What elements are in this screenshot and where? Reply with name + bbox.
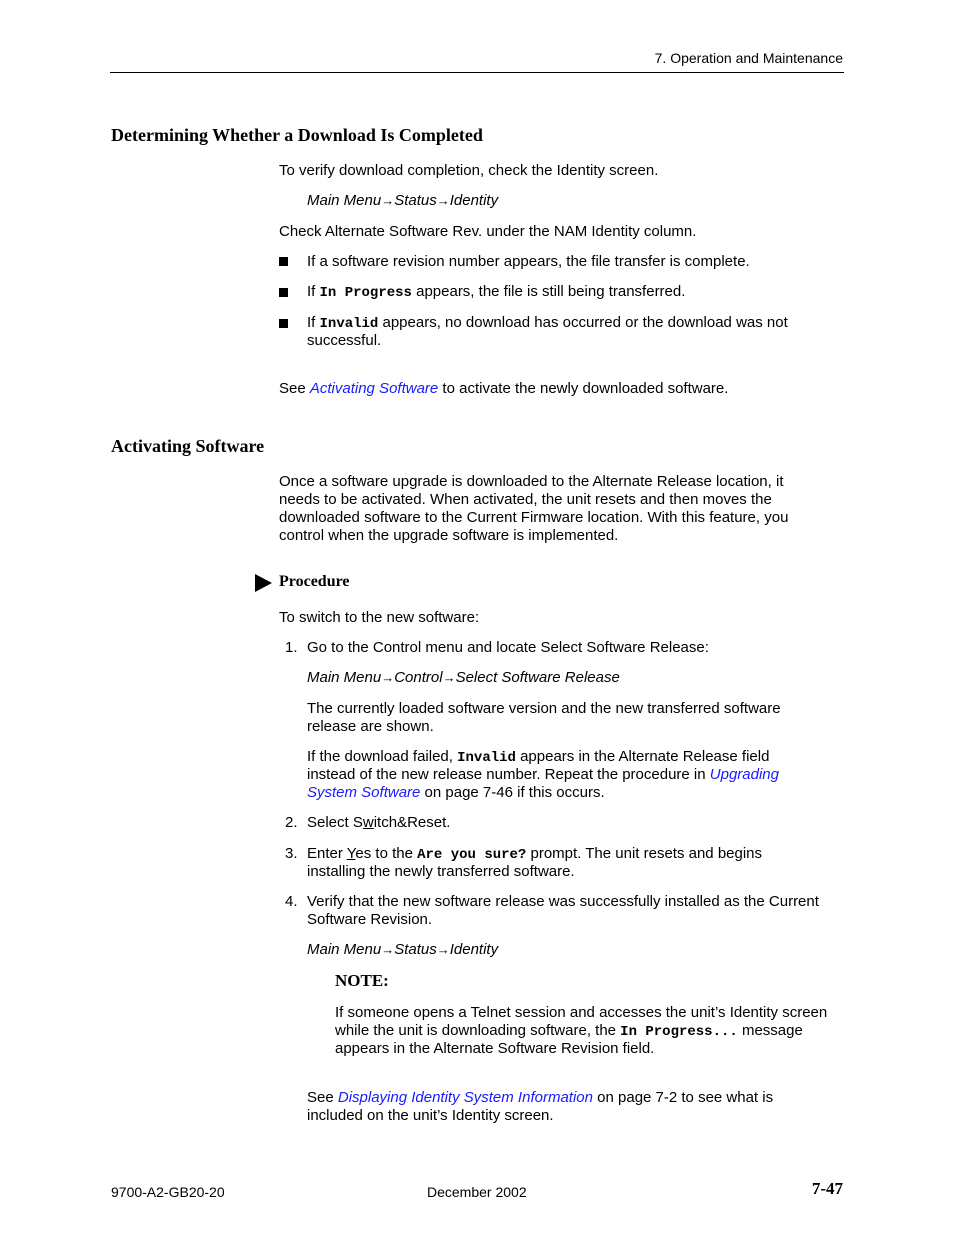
- step-detail: The currently loaded software version and the new transferred software: [307, 700, 781, 717]
- step-text: Go to the Control menu and locate Select Software Release:: [307, 639, 709, 656]
- step-number: 4.: [285, 893, 298, 910]
- footer-doc-id: 9700-A2-GB20-20: [111, 1184, 225, 1200]
- link-upgrading-system-software[interactable]: System Software: [307, 784, 421, 801]
- step-text: Software Revision.: [307, 911, 433, 928]
- arrow-right-icon: →: [381, 670, 395, 685]
- procedure-triangle-icon: [255, 574, 272, 592]
- switch-intro: To switch to the new software:: [279, 609, 480, 626]
- activating-para-line: control when the upgrade software is implemented.: [279, 527, 619, 544]
- bullet-item-continued: successful.: [307, 332, 382, 349]
- step-text: Enter Yes to the Are you sure? prompt. The unit resets and begins: [307, 845, 763, 863]
- step-detail: release are shown.: [307, 718, 434, 735]
- page-number: 7-47: [811, 1179, 843, 1198]
- arrow-right-icon: →: [436, 193, 450, 208]
- bullet-item: If Invalid appears, no download has occurred or the download was not: [307, 314, 788, 332]
- link-activating-software[interactable]: Activating Software: [309, 380, 439, 397]
- header-rule: [110, 72, 844, 73]
- activating-para-line: Once a software upgrade is downloaded to the Alternate Release location, it: [279, 473, 784, 490]
- see-identity-continued: included on the unit’s Identity screen.: [307, 1107, 554, 1124]
- note-text: If someone opens a Telnet session and accesses the unit’s Identity screen: [335, 1004, 828, 1021]
- footer-date: December 2002: [427, 1184, 527, 1200]
- procedure-label: Procedure: [279, 573, 350, 590]
- check-instruction: Check Alternate Software Rev. under the NAM Identity column.: [279, 223, 697, 240]
- step-number: 1.: [285, 639, 298, 656]
- step-number: 3.: [285, 845, 298, 862]
- section-heading-download: Determining Whether a Download Is Completed: [111, 125, 483, 145]
- note-title: NOTE:: [335, 971, 389, 990]
- see-activating: See Activating Software to activate the newly downloaded software.: [279, 380, 729, 397]
- step-detail: If the download failed, Invalid appears in the Alternate Release field: [307, 748, 770, 766]
- see-identity: See Displaying Identity System Information on page 7-2 to see what is: [307, 1089, 774, 1106]
- link-upgrading-system-software[interactable]: Upgrading: [709, 766, 779, 783]
- running-header: 7. Operation and Maintenance: [654, 50, 843, 66]
- step-text: Select Switch&Reset.: [307, 814, 451, 831]
- download-intro: To verify download completion, check the Identity screen.: [279, 162, 659, 179]
- step-text: Verify that the new software release was successfully installed as the Current: [307, 893, 819, 910]
- arrow-right-icon: →: [381, 942, 395, 957]
- step-number: 2.: [285, 814, 298, 831]
- bullet-icon: [279, 257, 288, 266]
- activating-para-line: needs to be activated. When activated, the unit resets and then moves the: [279, 491, 772, 508]
- note-text: appears in the Alternate Software Revision field.: [335, 1040, 655, 1057]
- activating-para-line: downloaded software to the Current Firmware location. With this feature, you: [279, 509, 789, 526]
- note-text: while the unit is downloading software, the In Progress... message: [335, 1022, 803, 1040]
- bullet-item: If a software revision number appears, the file transfer is complete.: [307, 253, 750, 270]
- step-detail: instead of the new release number. Repeat the procedure in Upgrading: [307, 766, 779, 783]
- link-displaying-identity[interactable]: Displaying Identity System Information: [337, 1089, 593, 1106]
- menu-path-select-release: Main Menu→Control→Select Software Release: [307, 669, 620, 686]
- step-text: installing the newly transferred software.: [307, 863, 575, 880]
- bullet-icon: [279, 319, 288, 328]
- arrow-right-icon: →: [442, 670, 456, 685]
- menu-path-identity: Main Menu→Status→Identity: [307, 941, 499, 958]
- section-heading-activating: Activating Software: [111, 436, 265, 456]
- bullet-item: If In Progress appears, the file is still being transferred.: [307, 283, 686, 301]
- menu-path-identity: Main Menu→Status→Identity: [307, 192, 499, 209]
- arrow-right-icon: →: [436, 942, 450, 957]
- arrow-right-icon: →: [381, 193, 395, 208]
- bullet-icon: [279, 288, 288, 297]
- step-detail: System Software on page 7-46 if this occurs.: [307, 784, 605, 801]
